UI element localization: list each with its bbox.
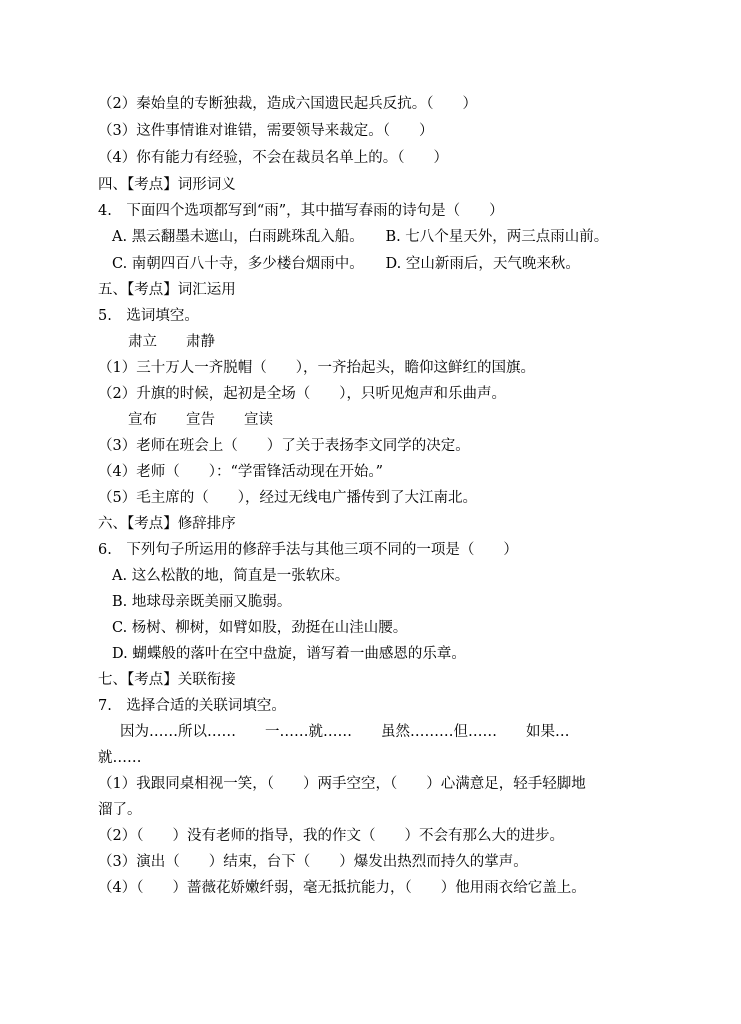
q5-item-4: （4）老师（ ）：“学雷锋活动现在开始。” bbox=[98, 464, 384, 480]
section-5-heading: 五、【考点】词汇运用 bbox=[98, 282, 236, 298]
q6-option-a: A. 这么松散的地，简直是一张软床。 bbox=[112, 568, 350, 584]
q5-item-5: （5）毛主席的（ ），经过无线电广播传到了大江南北。 bbox=[98, 490, 477, 506]
q4-options-cd: C. 南朝四百八十寺，多少楼台烟雨中。 D. 空山新雨后，天气晚来秋。 bbox=[112, 256, 580, 272]
section-4-heading: 四、【考点】词形词义 bbox=[98, 177, 236, 193]
q6-option-d: D. 蝴蝶般的落叶在空中盘旋，谱写着一曲感恩的乐章。 bbox=[112, 646, 466, 662]
q4-options-ab: A. 黑云翻墨未遮山，白雨跳珠乱入船。 B. 七八个星天外，两三点雨山前。 bbox=[112, 229, 609, 245]
q6-option-b: B. 地球母亲既美丽又脆弱。 bbox=[112, 594, 292, 610]
q3-item-4: （4）你有能力有经验，不会在裁员名单上的。（ ） bbox=[98, 150, 448, 166]
q5-item-2: （2）升旗的时候，起初是全场（ ），只听见炮声和乐曲声。 bbox=[98, 386, 506, 402]
q5-stem: 5. 选词填空。 bbox=[98, 308, 199, 324]
q5-item-3: （3）老师在班会上（ ）了关于表扬李文同学的决定。 bbox=[98, 438, 470, 454]
q7-item-1: （1）我跟同桌相视一笑，（ ）两手空空，（ ）心满意足，轻手轻脚地 bbox=[98, 776, 586, 792]
q7-word-bank: 因为……所以…… 一……就…… 虽然………但…… 如果… bbox=[120, 724, 570, 740]
q6-option-c: C. 杨树、柳树，如臂如股，劲挺在山洼山腰。 bbox=[112, 620, 408, 636]
q4-stem: 4. 下面四个选项都写到“雨”，其中描写春雨的诗句是（ ） bbox=[98, 203, 504, 219]
q7-word-bank-cont: 就…… bbox=[98, 750, 142, 766]
q5-word-bank-1: 肃立 肃静 bbox=[128, 334, 215, 350]
section-6-heading: 六、【考点】修辞排序 bbox=[98, 516, 236, 532]
q7-stem: 7. 选择合适的关联词填空。 bbox=[98, 698, 286, 714]
q3-item-2: （2）秦始皇的专断独裁，造成六国遗民起兵反抗。（ ） bbox=[98, 96, 477, 112]
q7-item-1-cont: 溜了。 bbox=[98, 802, 142, 818]
q5-item-1: （1）三十万人一齐脱帽（ ），一齐抬起头，瞻仰这鲜红的国旗。 bbox=[98, 360, 535, 376]
q6-stem: 6. 下列句子所运用的修辞手法与其他三项不同的一项是（ ） bbox=[98, 542, 518, 558]
q7-item-3: （3）演出（ ）结束，台下（ ）爆发出热烈而持久的掌声。 bbox=[98, 854, 528, 870]
section-7-heading: 七、【考点】关联衔接 bbox=[98, 672, 236, 688]
q5-word-bank-2: 宣布 宣告 宣读 bbox=[128, 412, 273, 428]
q3-item-3: （3）这件事情谁对谁错，需要领导来裁定。（ ） bbox=[98, 123, 434, 139]
q7-item-2: （2）（ ）没有老师的指导，我的作文（ ）不会有那么大的进步。 bbox=[98, 828, 564, 844]
q7-item-4: （4）（ ）蔷薇花娇嫩纤弱，毫无抵抗能力，（ ）他用雨衣给它盖上。 bbox=[98, 880, 586, 896]
